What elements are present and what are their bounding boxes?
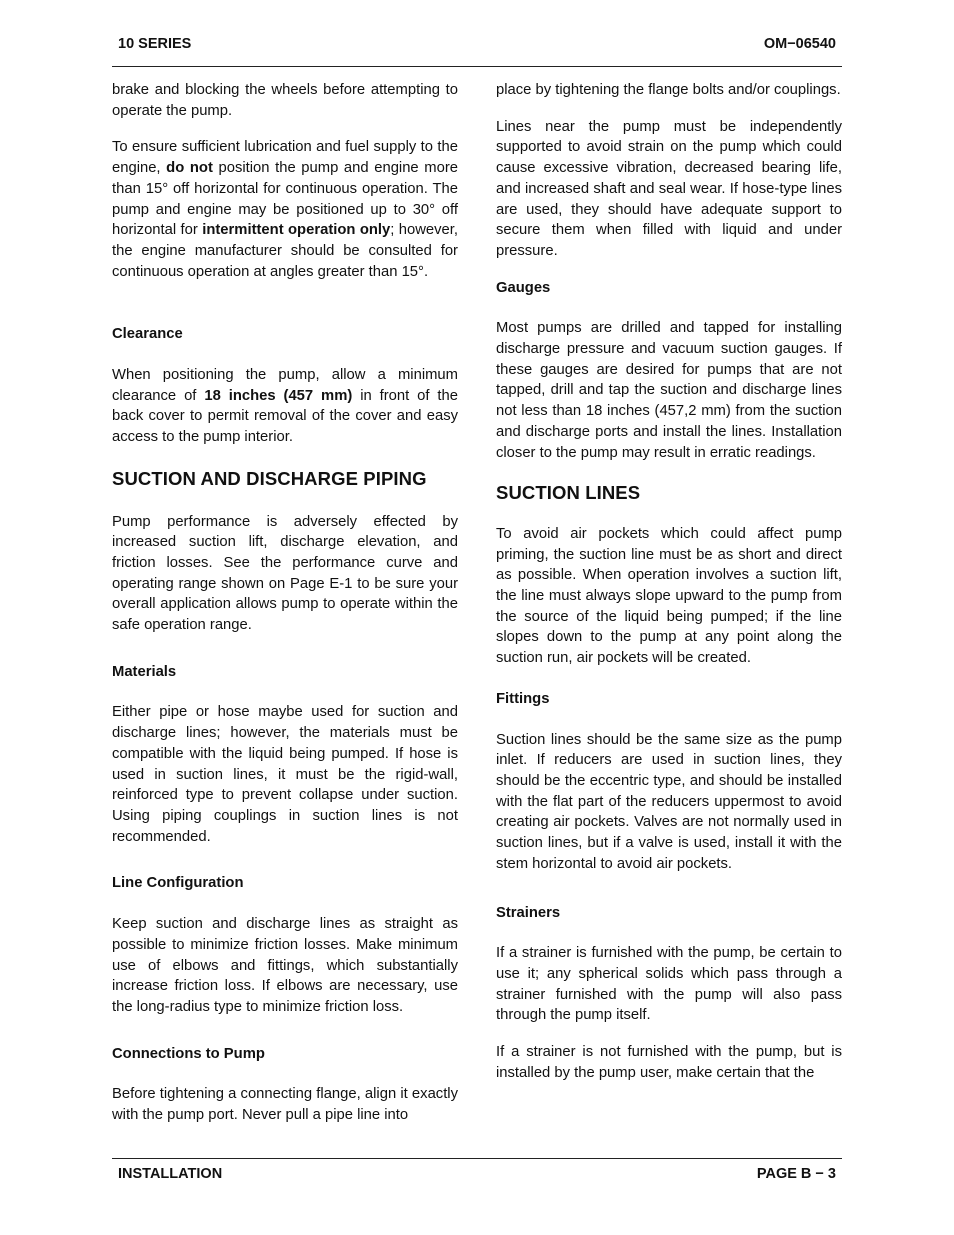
text-run: ; however, the engine manufacturer should be consulted for continuous operation at angles greater than 15°. bbox=[112, 222, 458, 280]
section-heading-strainers: Strainers bbox=[496, 904, 561, 921]
emphasis: 18 inches (457 mm) bbox=[204, 387, 353, 404]
section-heading-materials: Materials bbox=[112, 663, 177, 680]
paragraph: Pump performance is adversely effected by increased suction lift, discharge elevation, and friction losses. See the performance curve and operating range shown on Page E-1 to be sure your overall application allows pump to operate within the safe operation range. bbox=[112, 513, 458, 634]
paragraph: brake and blocking the wheels before attempting to operate the pump. bbox=[112, 82, 458, 119]
section-heading-connections: Connections to Pump bbox=[112, 1045, 265, 1062]
paragraph: If a strainer is not furnished with the pump, but is installed by the pump user, make certain that the bbox=[496, 1044, 842, 1081]
right-column bbox=[496, 80, 842, 1099]
paragraph: place by tightening the flange bolts and/or couplings. bbox=[496, 82, 841, 98]
section-heading-clearance: Clearance bbox=[112, 326, 183, 343]
paragraph bbox=[112, 137, 458, 282]
paragraph: Either pipe or hose maybe used for suction and discharge lines; however, the materials must be compatible with the liquid being pumped. If hose is used in suction lines, it must be the rigid-wall, reinforced type to prevent collapse under suction. Using piping couplings in suction lines is not recommended. bbox=[112, 704, 458, 845]
header-rule bbox=[112, 66, 842, 67]
section-heading-suction-lines: SUCTION LINES bbox=[496, 482, 641, 504]
section-heading-gauges: Gauges bbox=[496, 279, 551, 296]
text-run: To ensure sufficient lubrication and fuel supply to the engine, bbox=[112, 139, 458, 177]
paragraph: To avoid air pockets which could affect pump priming, the suction line must be as short and direct as possible. When operation involves a suction lift, the line must always slope upward to the pump from the source of the liquid being pumped; if the line slopes down to the pump at any point along the suction run, air pockets will be created. bbox=[496, 525, 842, 667]
text-run: When positioning the pump, allow a minimum clearance of bbox=[112, 367, 458, 404]
paragraph bbox=[112, 365, 458, 448]
text-run: position the pump and engine more than 15° off horizontal for continuous operation. The pump and engine may be positioned up to 30° off horizontal for bbox=[112, 160, 458, 239]
paragraph: Before tightening a connecting flange, align it exactly with the pump port. Never pull a pipe line into bbox=[112, 1086, 458, 1124]
section-heading-piping: SUCTION AND DISCHARGE PIPING bbox=[112, 467, 427, 489]
text-run: in front of the back cover to permit removal of the cover and easy access to the pump interior. bbox=[112, 387, 458, 446]
paragraph: Suction lines should be the same size as the pump inlet. If reducers are used in suction lines, they should be the eccentric type, and should be installed with the flat part of the reducers uppermost to avoid creating air pockets. Valves are not normally used in suction lines, but if a valve is used, install it with the stem horizontal to avoid air pockets. bbox=[496, 731, 842, 872]
paragraph: Most pumps are drilled and tapped for installing discharge pressure and vacuum suction gauges. If these gauges are desired for pumps that are not tapped, drill and tap the suction and discharge lines not less than 18 inches (457,2 mm) from the suction and discharge ports and install the lines. Installation closer to the pump may result in erratic readings. bbox=[496, 320, 842, 461]
series-label: 10 SERIES bbox=[118, 36, 192, 52]
section-heading-fittings: Fittings bbox=[496, 690, 550, 707]
paragraph: Lines near the pump must be independently supported to avoid strain on the pump which could cause excessive vibration, decreased bearing life, and increased shaft and seal wear. If hose-type lines are used, they should have adequate support to secure them when filled with liquid and under pressure. bbox=[496, 118, 842, 259]
section-heading-line-configuration: Line Configuration bbox=[112, 875, 244, 892]
page-number: PAGE B − 3 bbox=[756, 1166, 836, 1182]
emphasis: do not bbox=[166, 160, 213, 177]
emphasis: intermittent operation only bbox=[202, 222, 391, 239]
paragraph: Keep suction and discharge lines as straight as possible to minimize friction losses. Make minimum use of elbows and fittings, which substantially increase friction loss. If elbows are necessary, use the long-radius type to minimize friction loss. bbox=[112, 916, 458, 1015]
footer-rule bbox=[112, 1158, 842, 1159]
paragraph: If a strainer is furnished with the pump, be certain to use it; any spherical solids which pass through a strainer furnished with the pump will also pass through the pump itself. bbox=[496, 945, 842, 1024]
section-label: INSTALLATION bbox=[118, 1166, 223, 1182]
left-column bbox=[112, 80, 458, 1142]
document-number: OM−06540 bbox=[763, 36, 836, 52]
